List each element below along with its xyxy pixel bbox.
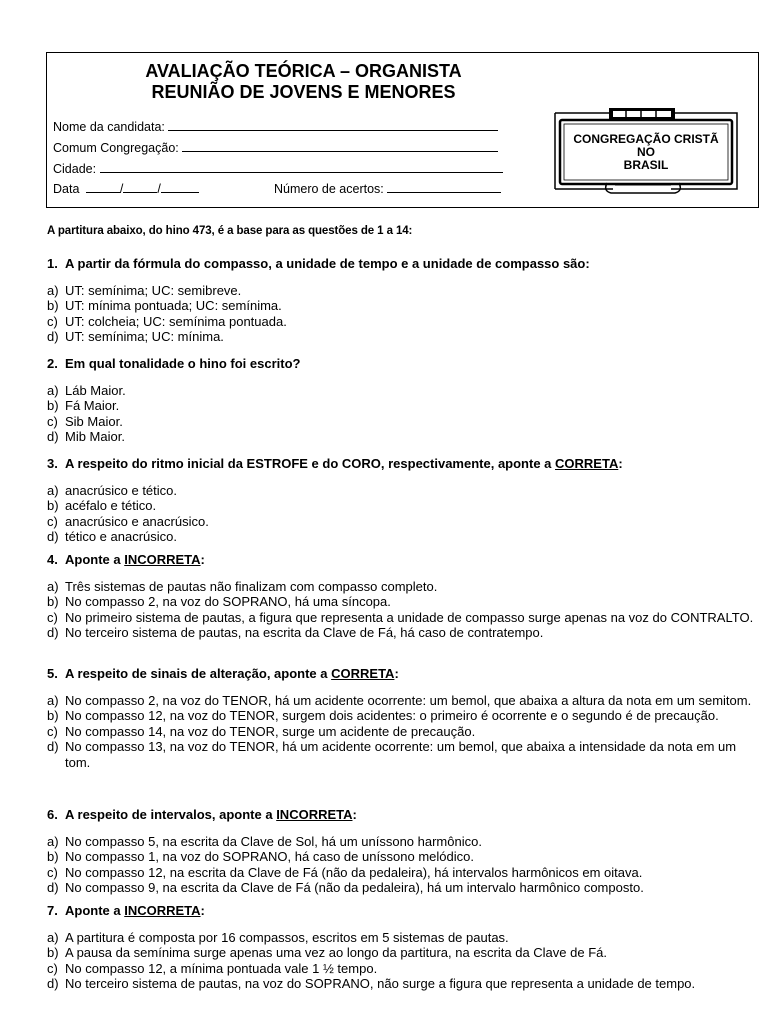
question-title	[47, 903, 763, 918]
question-text: A respeito do ritmo inicial da ESTROFE e do CORO, respectivamente, aponte a	[65, 456, 556, 471]
city-blank-line[interactable]	[100, 161, 503, 173]
question-4	[47, 552, 763, 641]
option-letter: b)	[47, 594, 59, 610]
question-6	[47, 807, 763, 896]
question-text-end: :	[200, 552, 205, 567]
option-item[interactable]	[47, 708, 763, 723]
option-item[interactable]	[47, 739, 763, 770]
options-list	[47, 283, 763, 345]
score-field-row[interactable]	[274, 181, 501, 196]
option-text: anacrúsico e tético.	[65, 483, 178, 498]
option-text: Três sistemas de pautas não finalizam com compasso completo.	[65, 579, 438, 594]
option-letter: c)	[47, 513, 58, 529]
question-text: Em qual tonalidade o hino foi escrito?	[65, 356, 301, 371]
option-letter: b)	[47, 945, 59, 961]
options-list	[47, 834, 763, 896]
options-list	[47, 383, 763, 445]
question-text: A respeito de intervalos, aponte a	[65, 807, 277, 822]
option-item[interactable]	[47, 498, 763, 513]
option-letter: c)	[47, 723, 58, 739]
date-separator: /	[119, 182, 124, 196]
option-letter: b)	[47, 398, 59, 414]
option-text: acéfalo e tético.	[65, 498, 157, 514]
option-text: No compasso 12, na voz do TENOR, surgem dois acidentes: o primeiro é ocorrente e o segundo é de precaução.	[65, 708, 719, 724]
option-text: Mib Maior.	[65, 429, 125, 445]
date-separator: /	[157, 182, 161, 196]
question-number: 4.	[47, 552, 58, 567]
option-letter: c)	[47, 864, 58, 880]
option-letter: a)	[47, 483, 59, 498]
score-label: Número de acertos:	[274, 182, 384, 196]
option-item[interactable]	[47, 849, 763, 864]
question-2	[47, 356, 763, 445]
option-letter: a)	[47, 383, 59, 398]
question-number: 2.	[47, 356, 58, 371]
option-letter: a)	[47, 693, 59, 708]
header-box	[46, 52, 759, 208]
option-text: Fá Maior.	[65, 398, 120, 414]
question-number: 1.	[47, 256, 58, 271]
option-letter: a)	[47, 834, 59, 849]
option-item[interactable]	[47, 414, 763, 429]
question-emphasis: CORRETA	[555, 456, 619, 471]
option-text: UT: semínima; UC: mínima.	[65, 329, 224, 345]
option-text: No compasso 2, na voz do TENOR, há um acidente ocorrente: um bemol, que abaixa a altura da nota em um semitom.	[65, 693, 752, 708]
name-label: Nome da candidata:	[53, 120, 165, 134]
logo-text	[551, 133, 741, 172]
option-letter: b)	[47, 298, 59, 314]
option-text: anacrúsico e anacrúsico.	[65, 513, 209, 529]
logo-line-1: CONGREGAÇÃO CRISTÃ	[573, 132, 719, 146]
option-item[interactable]	[47, 329, 763, 344]
option-text: No primeiro sistema de pautas, a figura que representa a unidade de compasso surge apenas na voz do CONTRALTO.	[65, 609, 754, 625]
question-emphasis: INCORRETA	[124, 552, 201, 567]
option-letter: b)	[47, 498, 59, 514]
city-label: Cidade:	[53, 162, 97, 176]
question-number: 5.	[47, 666, 58, 681]
option-item[interactable]	[47, 514, 763, 529]
option-letter: b)	[47, 708, 59, 724]
question-text: Aponte a	[65, 903, 125, 918]
question-text-end: :	[618, 456, 623, 471]
question-title	[47, 666, 763, 681]
question-1	[47, 256, 763, 345]
option-text: No terceiro sistema de pautas, na escrita da Clave de Fá, há caso de contratempo.	[65, 625, 544, 641]
options-list	[47, 483, 763, 545]
option-text: UT: semínima; UC: semibreve.	[65, 283, 242, 298]
option-item[interactable]	[47, 976, 763, 991]
option-text: No compasso 1, na voz do SOPRANO, há caso de uníssono melódico.	[65, 849, 474, 865]
option-letter: c)	[47, 609, 58, 625]
question-emphasis: INCORRETA	[276, 807, 353, 822]
option-text: tético e anacrúsico.	[65, 529, 178, 545]
option-letter: d)	[47, 625, 59, 641]
exam-title: AVALIAÇÃO TEÓRICA – ORGANISTA	[145, 61, 462, 81]
congregation-label: Comum Congregação:	[53, 141, 179, 155]
question-3	[47, 456, 763, 545]
question-number: 7.	[47, 903, 58, 918]
date-month-blank[interactable]	[123, 181, 157, 193]
option-text: No compasso 13, na voz do TENOR, há um acidente ocorrente: um bemol, que abaixa a intensidade da nota em um tom.	[65, 739, 737, 770]
option-text: Sib Maior.	[65, 413, 123, 429]
options-list	[47, 579, 763, 641]
question-title	[47, 552, 763, 567]
logo-line-3: BRASIL	[623, 158, 669, 172]
option-item[interactable]	[47, 724, 763, 739]
option-item[interactable]	[47, 283, 763, 298]
option-item[interactable]	[47, 610, 763, 625]
question-title	[47, 256, 763, 271]
exam-subtitle: REUNIÃO DE JOVENS E MENORES	[151, 82, 456, 102]
option-text: No compasso 2, na voz do SOPRANO, há uma síncopa.	[65, 594, 391, 610]
question-emphasis: CORRETA	[331, 666, 395, 681]
option-letter: c)	[47, 413, 58, 429]
option-item[interactable]	[47, 383, 763, 398]
option-item[interactable]	[47, 930, 763, 945]
option-letter: d)	[47, 429, 59, 445]
option-item[interactable]	[47, 625, 763, 640]
intro-text: A partitura abaixo, do hino 473, é a base para as questões de 1 a 14:	[47, 225, 413, 237]
date-year-blank[interactable]	[161, 181, 199, 193]
logo-line-2: NO	[637, 145, 655, 159]
option-letter: c)	[47, 960, 58, 976]
date-label: Data	[53, 182, 80, 196]
score-blank-line[interactable]	[387, 181, 501, 193]
option-item[interactable]	[47, 945, 763, 960]
date-day-blank[interactable]	[86, 181, 120, 193]
option-letter: d)	[47, 529, 59, 545]
question-title	[47, 456, 763, 471]
question-5	[47, 666, 763, 770]
option-item[interactable]	[47, 429, 763, 444]
option-text: No terceiro sistema de pautas, na voz do SOPRANO, não surge a figura que representa a unidade de tempo.	[65, 976, 696, 992]
option-item[interactable]	[47, 529, 763, 544]
option-item[interactable]	[47, 834, 763, 849]
congregation-blank-line[interactable]	[182, 140, 498, 152]
question-text: A partir da fórmula do compasso, a unidade de tempo e a unidade de compasso são:	[65, 256, 590, 271]
options-list	[47, 693, 763, 770]
city-field-row[interactable]	[53, 161, 503, 176]
option-text: No compasso 14, na voz do TENOR, surge um acidente de precaução.	[65, 723, 476, 739]
option-letter: d)	[47, 329, 59, 345]
question-text: A respeito de sinais de alteração, aponte a	[65, 666, 332, 681]
option-letter: a)	[47, 283, 59, 298]
option-letter: a)	[47, 579, 59, 594]
option-text: No compasso 9, na escrita da Clave de Fá (não da pedaleira), há um intervalo harmônico composto.	[65, 880, 644, 896]
option-text: A pausa da semínima surge apenas uma vez ao longo da partitura, na escrita da Clave de Fá.	[65, 945, 607, 961]
option-item[interactable]	[47, 865, 763, 880]
option-item[interactable]	[47, 880, 763, 895]
name-blank-line[interactable]	[168, 119, 498, 131]
question-text-end: :	[200, 903, 205, 918]
question-title	[47, 356, 763, 371]
option-letter: a)	[47, 930, 59, 945]
option-text: No compasso 12, a mínima pontuada vale 1 ½ tempo.	[65, 960, 378, 976]
option-item[interactable]	[47, 314, 763, 329]
option-item[interactable]	[47, 398, 763, 413]
option-item[interactable]	[47, 961, 763, 976]
question-number: 3.	[47, 456, 58, 471]
name-field-row[interactable]	[53, 119, 498, 134]
option-text: No compasso 12, na escrita da Clave de Fá (não da pedaleira), há intervalos harmônicos em oitava.	[65, 864, 643, 880]
option-letter: d)	[47, 739, 59, 755]
question-title	[47, 807, 763, 822]
question-7	[47, 903, 763, 992]
congregation-field-row[interactable]	[53, 140, 498, 155]
option-text: Láb Maior.	[65, 383, 126, 398]
question-text-end: :	[394, 666, 399, 681]
question-number: 6.	[47, 807, 58, 822]
option-item[interactable]	[47, 594, 763, 609]
question-text: Aponte a	[65, 552, 125, 567]
option-letter: c)	[47, 313, 58, 329]
option-text: UT: colcheia; UC: semínima pontuada.	[65, 313, 287, 329]
question-text-end: :	[352, 807, 357, 822]
option-text: UT: mínima pontuada; UC: semínima.	[65, 298, 282, 314]
options-list	[47, 930, 763, 992]
ccb-logo	[551, 105, 747, 195]
option-item[interactable]	[47, 579, 763, 594]
option-item[interactable]	[47, 483, 763, 498]
option-text: A partitura é composta por 16 compassos, escritos em 5 sistemas de pautas.	[65, 930, 509, 945]
question-emphasis: INCORRETA	[124, 903, 201, 918]
date-field-row[interactable]	[53, 181, 199, 196]
option-text: No compasso 5, na escrita da Clave de Sol, há um uníssono harmônico.	[65, 834, 482, 849]
option-item[interactable]	[47, 298, 763, 313]
option-letter: d)	[47, 880, 59, 896]
option-letter: b)	[47, 849, 59, 865]
option-item[interactable]	[47, 693, 763, 708]
option-letter: d)	[47, 976, 59, 992]
